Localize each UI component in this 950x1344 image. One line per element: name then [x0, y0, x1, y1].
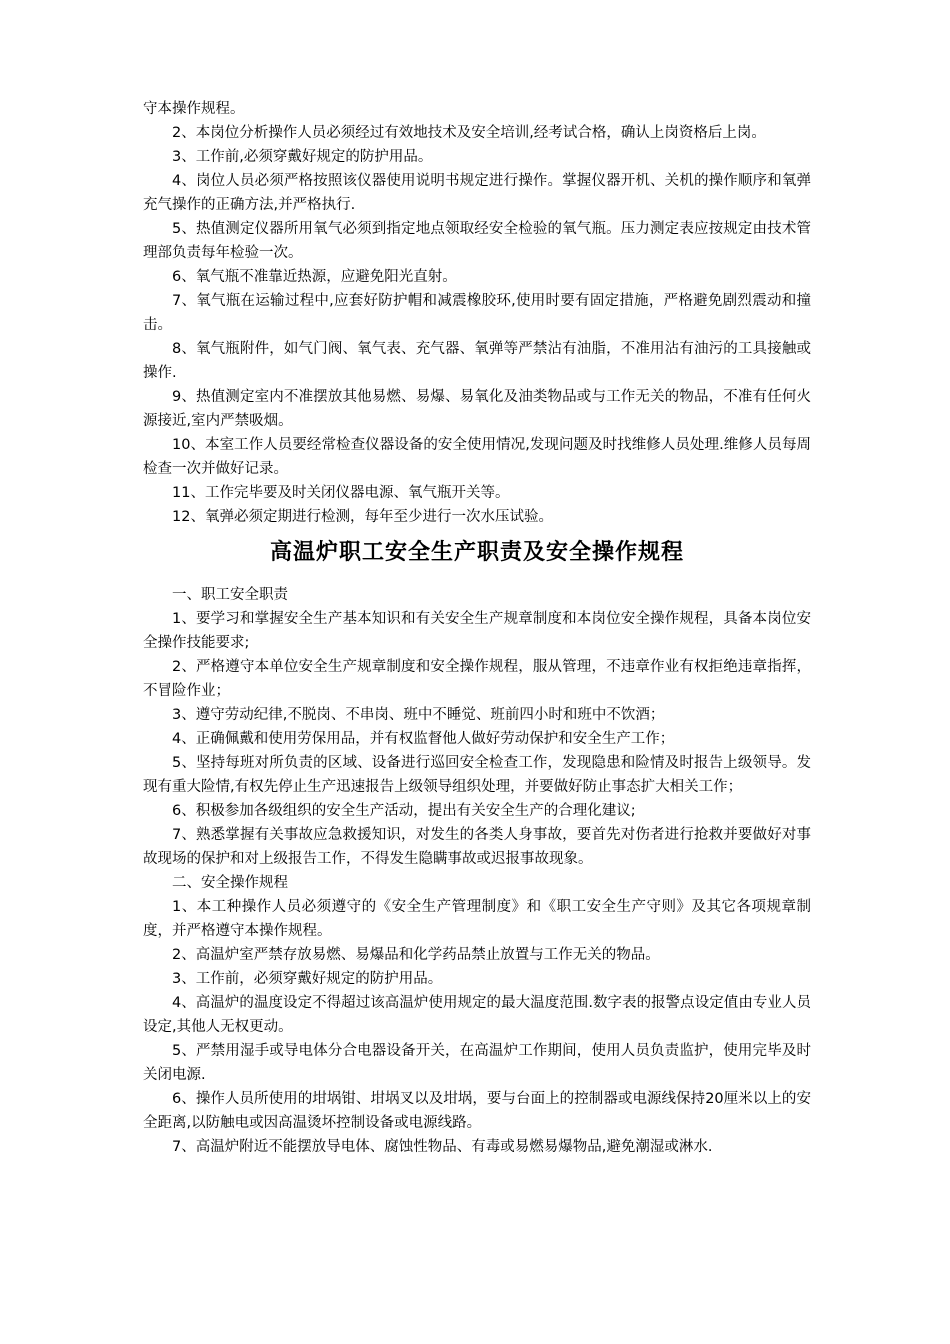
rule-item-5: 5、热值测定仪器所用氧气必须到指定地点领取经安全检验的氧气瓶。压力测定表应按规定由技术管理部负责每年检验一次。: [143, 221, 811, 261]
rule-item-6: 6、氧气瓶不准靠近热源，应避免阳光直射。: [172, 269, 457, 285]
subheading-duties: 一、职工安全职责: [172, 587, 288, 603]
rule-item-7: 7、氧气瓶在运输过程中,应套好防护帽和减震橡胶环,使用时要有固定措施，严格避免剧烈震动和撞击。: [143, 293, 811, 333]
subheading-procedures: 二、安全操作规程: [172, 875, 288, 891]
rule-item-3: 3、工作前,必须穿戴好规定的防护用品。: [172, 149, 433, 165]
paragraph-continuation: 守本操作规程。: [143, 101, 245, 117]
rule-item-4: 4、岗位人员必须严格按照该仪器使用说明书规定进行操作。掌握仪器开机、关机的操作顺序和氧弹充气操作的正确方法,并严格执行.: [143, 173, 811, 213]
section-title: 高温炉职工安全生产职责及安全操作规程: [269, 540, 684, 565]
rule-item-12: 12、氧弹必须定期进行检测，每年至少进行一次水压试验。: [172, 509, 553, 525]
duty-item-4: 4、正确佩戴和使用劳保用品，并有权监督他人做好劳动保护和安全生产工作；: [172, 731, 675, 747]
rule-item-10: 10、本室工作人员要经常检查仪器设备的安全使用情况,发现问题及时找维修人员处理.维修人员每周检查一次并做好记录。: [143, 437, 811, 477]
document-body: [143, 97, 811, 1159]
duty-item-7: 7、熟悉掌握有关事故应急救援知识，对发生的各类人身事故，要首先对伤者进行抢救并要做好对事故现场的保护和对上级报告工作，不得发生隐瞒事故或迟报事故现象。: [143, 827, 811, 867]
duty-item-5: 5、坚持每班对所负责的区域、设备进行巡回安全检查工作，发现隐患和险情及时报告上级领导。发现有重大险情,有权先停止生产迅速报告上级领导组织处理，并要做好防止事态扩大相关工作；: [143, 755, 811, 795]
duty-item-2: 2、严格遵守本单位安全生产规章制度和安全操作规程，服从管理，不违章作业有权拒绝违章指挥，不冒险作业；: [143, 659, 811, 699]
procedure-item-7: 7、高温炉附近不能摆放导电体、腐蚀性物品、有毒或易燃易爆物品,避免潮湿或淋水.: [172, 1139, 713, 1155]
rule-item-9: 9、热值测定室内不准摆放其他易燃、易爆、易氧化及油类物品或与工作无关的物品，不准有任何火源接近,室内严禁吸烟。: [143, 389, 811, 429]
procedure-item-2: 2、高温炉室严禁存放易燃、易爆品和化学药品禁止放置与工作无关的物品。: [172, 947, 660, 963]
procedure-item-3: 3、工作前，必须穿戴好规定的防护用品。: [172, 971, 443, 987]
rule-item-8: 8、氧气瓶附件，如气门阀、氧气表、充气器、氧弹等严禁沾有油脂，不准用沾有油污的工具接触或操作.: [143, 341, 811, 381]
procedure-item-6: 6、操作人员所使用的坩埚钳、坩埚叉以及坩埚，要与台面上的控制器或电源线保持20厘米以上的安全距离,以防触电或因高温烫坏控制设备或电源线路。: [143, 1091, 811, 1131]
rule-item-11: 11、工作完毕要及时关闭仪器电源、氧气瓶开关等。: [172, 485, 510, 501]
duty-item-6: 6、积极参加各级组织的安全生产活动，提出有关安全生产的合理化建议;: [172, 803, 636, 819]
duty-item-3: 3、遵守劳动纪律,不脱岗、不串岗、班中不睡觉、班前四小时和班中不饮酒；: [172, 707, 665, 723]
procedure-item-5: 5、严禁用湿手或导电体分合电器设备开关，在高温炉工作期间，使用人员负责监护，使用完毕及时关闭电源.: [143, 1043, 811, 1083]
procedure-item-1: 1、本工种操作人员必须遵守的《安全生产管理制度》和《职工安全生产守则》及其它各项规章制度，并严格遵守本操作规程。: [143, 899, 811, 939]
duty-item-1: 1、要学习和掌握安全生产基本知识和有关安全生产规章制度和本岗位安全操作规程，具备本岗位安全操作技能要求;: [143, 611, 811, 651]
procedure-item-4: 4、高温炉的温度设定不得超过该高温炉使用规定的最大温度范围.数字表的报警点设定值由专业人员设定,其他人无权更动。: [143, 995, 811, 1035]
rule-item-2: 2、本岗位分析操作人员必须经过有效地技术及安全培训,经考试合格，确认上岗资格后上岗。: [172, 125, 766, 141]
